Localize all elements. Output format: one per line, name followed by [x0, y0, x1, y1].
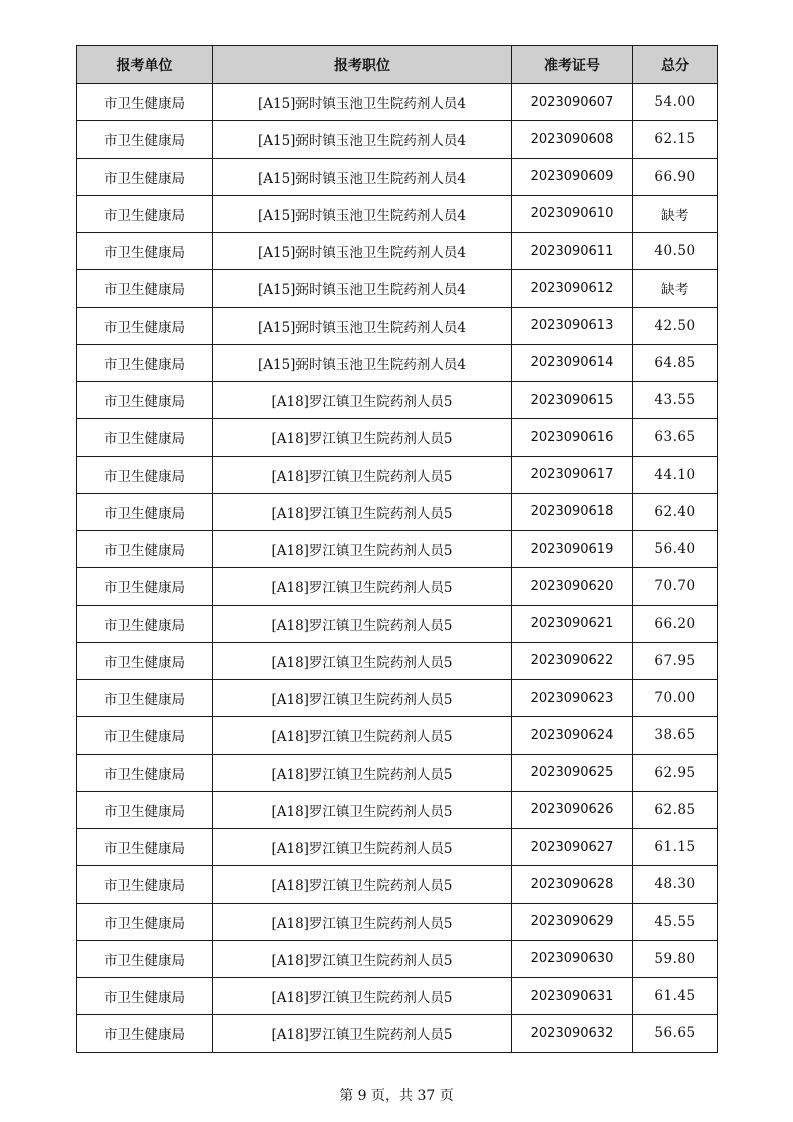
unit-cell: 市卫生健康局	[77, 344, 213, 381]
table-row	[77, 233, 718, 270]
exam-id-cell: 2023090631	[512, 978, 633, 1015]
position-cell: [A15]弼时镇玉池卫生院药剂人员4	[213, 344, 512, 381]
unit-cell: 市卫生健康局	[77, 605, 213, 642]
table-row	[77, 531, 718, 568]
position-cell: [A18]罗江镇卫生院药剂人员5	[213, 382, 512, 419]
position-cell: [A18]罗江镇卫生院药剂人员5	[213, 493, 512, 530]
unit-cell: 市卫生健康局	[77, 791, 213, 828]
table-row	[77, 791, 718, 828]
position-cell: [A15]弼时镇玉池卫生院药剂人员4	[213, 307, 512, 344]
position-cell: [A18]罗江镇卫生院药剂人员5	[213, 419, 512, 456]
header-position: 报考职位	[213, 46, 512, 84]
total-score-cell: 40.50	[633, 233, 718, 270]
exam-id-cell: 2023090607	[512, 84, 633, 121]
position-cell: [A15]弼时镇玉池卫生院药剂人员4	[213, 270, 512, 307]
unit-cell: 市卫生健康局	[77, 978, 213, 1015]
table-row	[77, 978, 718, 1015]
exam-id-cell: 2023090628	[512, 866, 633, 903]
unit-cell: 市卫生健康局	[77, 382, 213, 419]
unit-cell: 市卫生健康局	[77, 829, 213, 866]
header-exam-id: 准考证号	[512, 46, 633, 84]
unit-cell: 市卫生健康局	[77, 754, 213, 791]
unit-cell: 市卫生健康局	[77, 270, 213, 307]
total-score-cell: 44.10	[633, 456, 718, 493]
total-score-cell: 67.95	[633, 642, 718, 679]
position-cell: [A18]罗江镇卫生院药剂人员5	[213, 903, 512, 940]
exam-id-cell: 2023090610	[512, 195, 633, 232]
unit-cell: 市卫生健康局	[77, 940, 213, 977]
total-score-cell: 59.80	[633, 940, 718, 977]
position-cell: [A18]罗江镇卫生院药剂人员5	[213, 605, 512, 642]
position-cell: [A15]弼时镇玉池卫生院药剂人员4	[213, 233, 512, 270]
position-cell: [A18]罗江镇卫生院药剂人员5	[213, 940, 512, 977]
total-score-cell: 48.30	[633, 866, 718, 903]
exam-id-cell: 2023090616	[512, 419, 633, 456]
header-unit: 报考单位	[77, 46, 213, 84]
total-score-cell: 66.20	[633, 605, 718, 642]
total-score-cell: 42.50	[633, 307, 718, 344]
total-score-cell: 66.90	[633, 158, 718, 195]
table-row	[77, 1015, 718, 1052]
unit-cell: 市卫生健康局	[77, 717, 213, 754]
exam-id-cell: 2023090622	[512, 642, 633, 679]
total-score-cell: 62.95	[633, 754, 718, 791]
table-row	[77, 754, 718, 791]
exam-id-cell: 2023090618	[512, 493, 633, 530]
unit-cell: 市卫生健康局	[77, 233, 213, 270]
position-cell: [A18]罗江镇卫生院药剂人员5	[213, 791, 512, 828]
table-row	[77, 866, 718, 903]
table-row	[77, 680, 718, 717]
unit-cell: 市卫生健康局	[77, 121, 213, 158]
unit-cell: 市卫生健康局	[77, 866, 213, 903]
unit-cell: 市卫生健康局	[77, 903, 213, 940]
position-cell: [A18]罗江镇卫生院药剂人员5	[213, 754, 512, 791]
unit-cell: 市卫生健康局	[77, 1015, 213, 1052]
exam-id-cell: 2023090617	[512, 456, 633, 493]
unit-cell: 市卫生健康局	[77, 568, 213, 605]
page-footer: 第 9 页，共 37 页	[339, 1088, 454, 1104]
exam-id-cell: 2023090623	[512, 680, 633, 717]
position-cell: [A18]罗江镇卫生院药剂人员5	[213, 568, 512, 605]
total-score-cell: 56.40	[633, 531, 718, 568]
position-cell: [A18]罗江镇卫生院药剂人员5	[213, 1015, 512, 1052]
exam-id-cell: 2023090625	[512, 754, 633, 791]
exam-id-cell: 2023090612	[512, 270, 633, 307]
table-row	[77, 307, 718, 344]
table-body	[77, 84, 718, 1053]
total-score-cell: 61.15	[633, 829, 718, 866]
total-score-cell: 62.40	[633, 493, 718, 530]
exam-id-cell: 2023090615	[512, 382, 633, 419]
total-score-cell: 62.15	[633, 121, 718, 158]
exam-id-cell: 2023090613	[512, 307, 633, 344]
exam-id-cell: 2023090619	[512, 531, 633, 568]
position-cell: [A18]罗江镇卫生院药剂人员5	[213, 680, 512, 717]
results-table	[76, 45, 718, 1053]
position-cell: [A15]弼时镇玉池卫生院药剂人员4	[213, 195, 512, 232]
position-cell: [A18]罗江镇卫生院药剂人员5	[213, 829, 512, 866]
total-score-cell: 62.85	[633, 791, 718, 828]
table-row	[77, 493, 718, 530]
total-score-cell: 54.00	[633, 84, 718, 121]
table-row	[77, 158, 718, 195]
position-cell: [A18]罗江镇卫生院药剂人员5	[213, 456, 512, 493]
table-row	[77, 717, 718, 754]
exam-id-cell: 2023090608	[512, 121, 633, 158]
total-score-cell: 缺考	[633, 195, 718, 232]
table-row	[77, 642, 718, 679]
total-score-cell: 70.70	[633, 568, 718, 605]
unit-cell: 市卫生健康局	[77, 531, 213, 568]
total-score-cell: 63.65	[633, 419, 718, 456]
unit-cell: 市卫生健康局	[77, 493, 213, 530]
exam-id-cell: 2023090630	[512, 940, 633, 977]
table-row	[77, 382, 718, 419]
table-row	[77, 456, 718, 493]
unit-cell: 市卫生健康局	[77, 158, 213, 195]
total-score-cell: 61.45	[633, 978, 718, 1015]
unit-cell: 市卫生健康局	[77, 456, 213, 493]
position-cell: [A15]弼时镇玉池卫生院药剂人员4	[213, 121, 512, 158]
position-cell: [A18]罗江镇卫生院药剂人员5	[213, 717, 512, 754]
unit-cell: 市卫生健康局	[77, 307, 213, 344]
exam-id-cell: 2023090614	[512, 344, 633, 381]
unit-cell: 市卫生健康局	[77, 680, 213, 717]
position-cell: [A18]罗江镇卫生院药剂人员5	[213, 642, 512, 679]
position-cell: [A18]罗江镇卫生院药剂人员5	[213, 866, 512, 903]
exam-id-cell: 2023090629	[512, 903, 633, 940]
total-score-cell: 56.65	[633, 1015, 718, 1052]
exam-id-cell: 2023090620	[512, 568, 633, 605]
table-header-row	[77, 46, 718, 84]
table-row	[77, 568, 718, 605]
table-row	[77, 121, 718, 158]
exam-id-cell: 2023090624	[512, 717, 633, 754]
exam-id-cell: 2023090627	[512, 829, 633, 866]
unit-cell: 市卫生健康局	[77, 84, 213, 121]
total-score-cell: 70.00	[633, 680, 718, 717]
header-total-score: 总分	[633, 46, 718, 84]
table-row	[77, 195, 718, 232]
table-row	[77, 419, 718, 456]
table-row	[77, 903, 718, 940]
table-row	[77, 829, 718, 866]
position-cell: [A15]弼时镇玉池卫生院药剂人员4	[213, 84, 512, 121]
unit-cell: 市卫生健康局	[77, 642, 213, 679]
unit-cell: 市卫生健康局	[77, 195, 213, 232]
position-cell: [A18]罗江镇卫生院药剂人员5	[213, 531, 512, 568]
position-cell: [A18]罗江镇卫生院药剂人员5	[213, 978, 512, 1015]
exam-id-cell: 2023090626	[512, 791, 633, 828]
table-row	[77, 84, 718, 121]
exam-id-cell: 2023090609	[512, 158, 633, 195]
table-row	[77, 605, 718, 642]
position-cell: [A15]弼时镇玉池卫生院药剂人员4	[213, 158, 512, 195]
exam-id-cell: 2023090632	[512, 1015, 633, 1052]
total-score-cell: 43.55	[633, 382, 718, 419]
total-score-cell: 45.55	[633, 903, 718, 940]
exam-id-cell: 2023090611	[512, 233, 633, 270]
total-score-cell: 缺考	[633, 270, 718, 307]
total-score-cell: 64.85	[633, 344, 718, 381]
table-row	[77, 344, 718, 381]
exam-id-cell: 2023090621	[512, 605, 633, 642]
table-row	[77, 940, 718, 977]
total-score-cell: 38.65	[633, 717, 718, 754]
table-row	[77, 270, 718, 307]
unit-cell: 市卫生健康局	[77, 419, 213, 456]
